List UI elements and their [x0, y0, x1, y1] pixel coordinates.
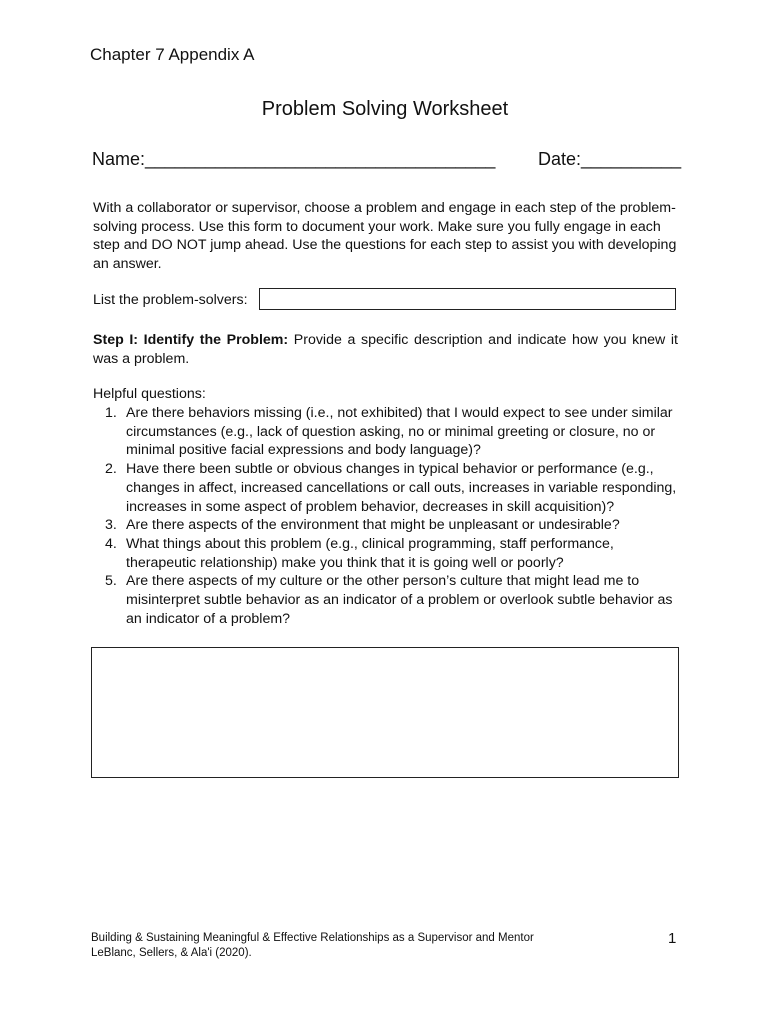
- question-text: Have there been subtle or obvious changes in typical behavior or performance (e.g., changes in affect, increased cancellations or call outs, increases in variable responding, increases in some aspect of problem behavior, decreases in skill acquisition)?: [126, 461, 677, 515]
- list-item: [93, 572, 683, 628]
- problem-solvers-label: List the problem-solvers:: [93, 292, 248, 308]
- list-item: [93, 516, 683, 535]
- question-text: What things about this problem (e.g., clinical programming, staff performance, therapeutic relationship) make you think that it is going well or poorly?: [126, 535, 614, 571]
- list-item: [93, 535, 683, 572]
- step-1-description: [93, 331, 678, 368]
- chapter-label: Chapter 7 Appendix A: [90, 45, 255, 64]
- footer-citation: [91, 931, 591, 961]
- instructions-paragraph: With a collaborator or supervisor, choose a problem and engage in each step of the problem-solving process. Use this form to document your work. Make sure you fully engage in each step and DO NOT jump ahead. Use the questions for each step to assist you with developing an answer.: [93, 200, 677, 273]
- question-number: 1.: [105, 405, 117, 421]
- question-number: 3.: [105, 517, 117, 534]
- question-text: Are there aspects of my culture or the other person’s culture that might lead me to misinterpret subtle behavior as an indicator of a problem or overlook subtle behavior as an indicator of a problem?: [126, 573, 673, 627]
- footer-line-1: Building & Sustaining Meaningful & Effective Relationships as a Supervisor and Mentor: [91, 932, 534, 944]
- helpful-questions-label: Helpful questions:: [93, 386, 206, 402]
- question-number: 2.: [105, 461, 117, 478]
- list-item: [93, 404, 683, 460]
- question-text: Are there behaviors missing (i.e., not exhibited) that I would expect to see under similar circumstances (e.g., lack of question asking, no or minimal greeting or closure, no or minimal positive facial expressions and body language)?: [126, 405, 673, 459]
- problem-solvers-input[interactable]: [259, 288, 676, 310]
- question-number: 5.: [105, 573, 117, 590]
- step-1-text: Provide a specific description and indicate how you knew it was a problem.: [93, 332, 678, 367]
- step-1-heading: Step I: Identify the Problem:: [93, 332, 289, 348]
- list-item: [93, 460, 683, 516]
- date-field[interactable]: Date:__________: [538, 149, 682, 169]
- page-title: Problem Solving Worksheet: [261, 98, 509, 120]
- page-number: 1: [668, 930, 677, 947]
- step-1-answer-box[interactable]: [91, 647, 679, 778]
- question-text: Are there aspects of the environment that might be unpleasant or undesirable?: [126, 517, 620, 534]
- footer-line-2: LeBlanc, Sellers, & Ala'i (2020).: [91, 947, 252, 959]
- questions-list: [93, 404, 683, 628]
- question-number: 4.: [105, 535, 117, 552]
- name-field[interactable]: Name:___________________________________: [92, 149, 496, 169]
